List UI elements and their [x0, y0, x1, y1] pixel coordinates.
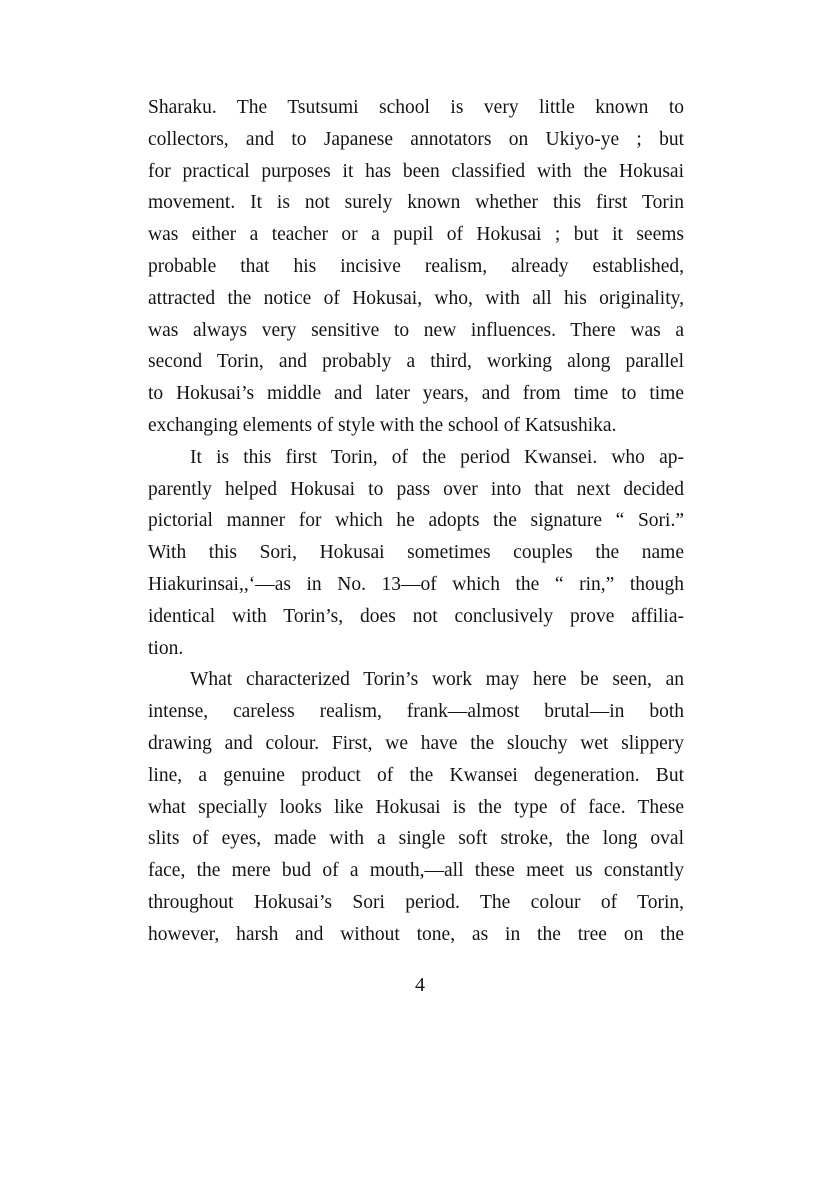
- text-line: drawing and colour. First, we have the slouchy wet slippery: [148, 732, 684, 754]
- text-line: was either a teacher or a pupil of Hokusai ; but it seems: [148, 224, 684, 246]
- page-number: 4: [415, 974, 425, 996]
- text-line: Sharaku. The Tsutsumi school is very little known to: [148, 97, 684, 118]
- text-line: was always very sensitive to new influences. There was a: [148, 319, 684, 341]
- text-line: tion.: [148, 637, 184, 659]
- text-line: It is this first Torin, of the period Kwansei. who ap-: [190, 446, 684, 468]
- text-line: intense, careless realism, frank—almost brutal—in both: [148, 701, 684, 723]
- text-line: exchanging elements of style with the school of Katsushika.: [148, 414, 617, 436]
- text-line: however, harsh and without tone, as in the tree on the: [148, 923, 684, 945]
- text-line: to Hokusai’s middle and later years, and from time to time: [148, 383, 684, 405]
- text-line: collectors, and to Japanese annotators on Ukiyo-ye ; but: [148, 128, 684, 150]
- text-line: second Torin, and probably a third, working along parallel: [148, 351, 684, 373]
- text-line: attracted the notice of Hokusai, who, with all his originality,: [148, 287, 684, 309]
- paragraph-2: [148, 442, 684, 665]
- text-line: face, the mere bud of a mouth,—all these meet us constantly: [148, 860, 684, 882]
- text-line: slits of eyes, made with a single soft stroke, the long oval: [148, 828, 684, 850]
- text-line: Hiakurinsai,,‘—as in No. 13—of which the “ rin,” though: [148, 573, 684, 595]
- paragraph-3: [148, 664, 684, 950]
- text-line: throughout Hokusai’s Sori period. The colour of Torin,: [148, 891, 684, 913]
- text-line: parently helped Hokusai to pass over into that next decided: [148, 478, 684, 500]
- text-line: identical with Torin’s, does not conclusively prove affilia-: [148, 605, 684, 627]
- text-line: what specially looks like Hokusai is the type of face. These: [148, 796, 684, 818]
- text-line: What characterized Torin’s work may here be seen, an: [190, 669, 684, 691]
- text-line: probable that his incisive realism, already established,: [148, 255, 684, 277]
- paragraph-1: [148, 92, 684, 442]
- text-line: pictorial manner for which he adopts the signature “ Sori.”: [148, 510, 684, 532]
- text-line: With this Sori, Hokusai sometimes couples the name: [148, 542, 684, 564]
- body-text: [148, 92, 684, 951]
- text-line: for practical purposes it has been classified with the Hokusai: [148, 160, 684, 182]
- text-line: movement. It is not surely known whether this first Torin: [148, 192, 684, 214]
- text-line: line, a genuine product of the Kwansei degeneration. But: [148, 764, 684, 786]
